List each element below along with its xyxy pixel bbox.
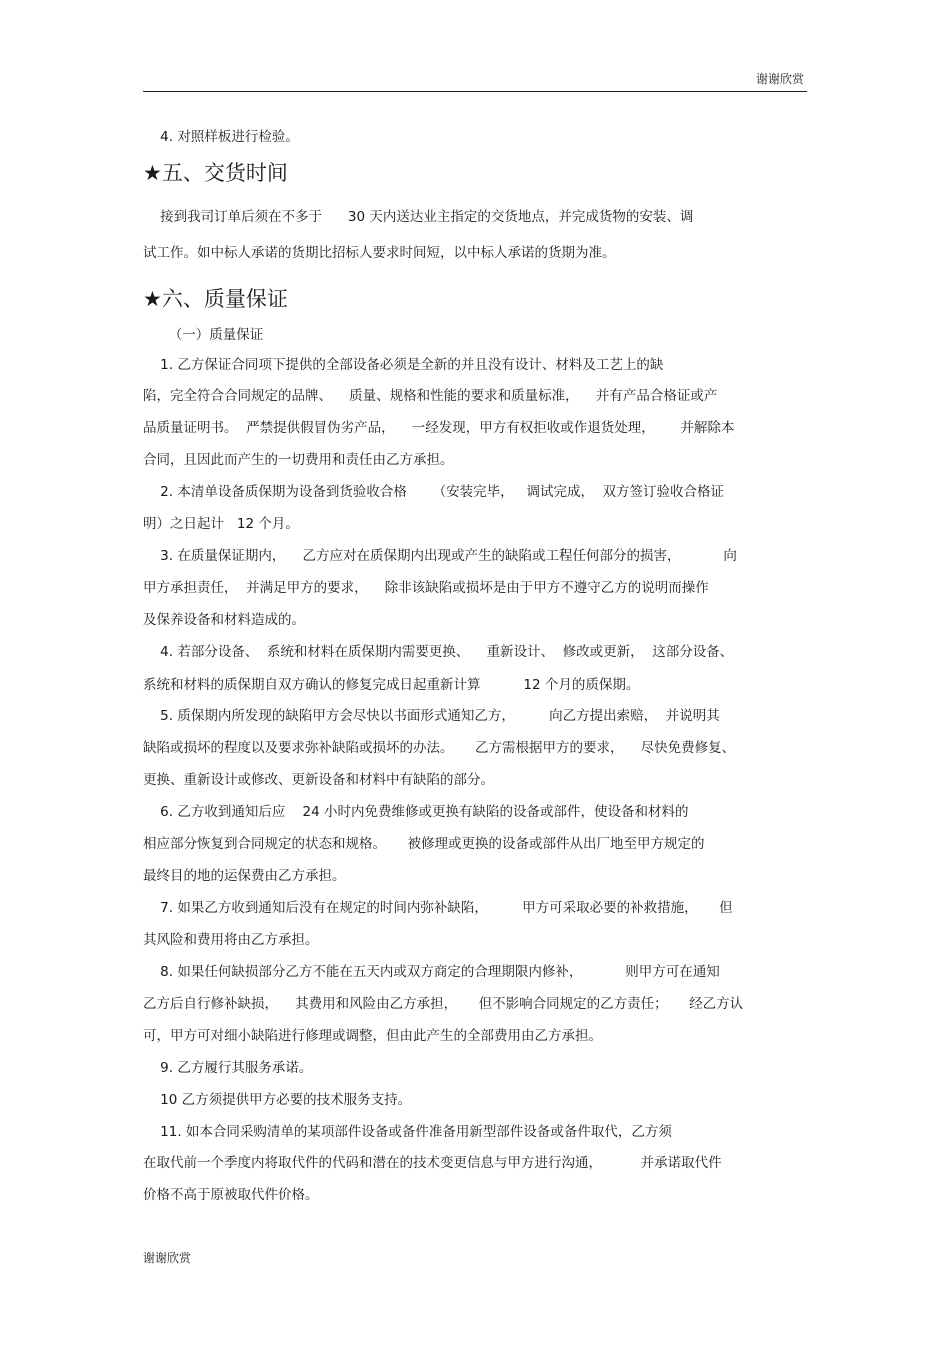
paragraph-line: 合同，且因此而产生的一切费用和责任由乙方承担。 [143, 452, 454, 468]
paragraph-line: 陷，完全符合合同规定的品牌、 质量、规格和性能的要求和质量标准， 并有产品合格证或产 [143, 388, 718, 404]
header-text: 谢谢欣赏 [755, 72, 804, 86]
paragraph-line: 1. 乙方保证合同项下提供的全部设备必须是全新的并且没有设计、材料及工艺上的缺 [143, 357, 664, 373]
paragraph-line: 4. 对照样板进行检验。 [143, 129, 299, 145]
paragraph-line: 3. 在质量保证期内， 乙方应对在质保期内出现或产生的缺陷或工程任何部分的损害， 向 [143, 548, 737, 564]
paragraph-line: 更换、重新设计或修改、更新设备和材料中有缺陷的部分。 [143, 772, 494, 788]
footer-text: 谢谢欣赏 [143, 1251, 192, 1265]
paragraph-line: 可，甲方可对细小缺陷进行修理或调整，但由此产生的全部费用由乙方承担。 [143, 1028, 602, 1044]
paragraph-line: 4. 若部分设备、 系统和材料在质保期内需要更换、 重新设计、 修改或更新， 这部分设备、 [143, 644, 734, 660]
paragraph-line: 乙方后自行修补缺损， 其费用和风险由乙方承担， 但不影响合同规定的乙方责任； 经乙方认 [143, 996, 744, 1012]
paragraph-line: 在取代前一个季度内将取代件的代码和潜在的技术变更信息与甲方进行沟通， 并承诺取代件 [143, 1155, 722, 1171]
paragraph-line: 7. 如果乙方收到通知后没有在规定的时间内弥补缺陷， 甲方可采取必要的补救措施， 但 [143, 900, 733, 916]
paragraph-line: 11. 如本合同采购清单的某项部件设备或备件准备用新型部件设备或备件取代，乙方须 [143, 1124, 672, 1140]
paragraph-line: 试工作。如中标人承诺的货期比招标人要求时间短，以中标人承诺的货期为准。 [143, 245, 616, 261]
paragraph-line: 其风险和费用将由乙方承担。 [143, 932, 319, 948]
paragraph-line: 8. 如果任何缺损部分乙方不能在五天内或双方商定的合理期限内修补， 则甲方可在通知 [143, 964, 720, 980]
paragraph-line: 9. 乙方履行其服务承诺。 [143, 1060, 313, 1076]
paragraph-line: 系统和材料的质保期自双方确认的修复完成日起重新计算 12 个月的质保期。 [143, 677, 640, 693]
paragraph-line: 10 乙方须提供甲方必要的技术服务支持。 [143, 1092, 412, 1108]
paragraph-line: 品质量证明书。 严禁提供假冒伪劣产品， 一经发现，甲方有权拒收或作退货处理， 并解除本 [143, 420, 735, 436]
header-divider [143, 91, 807, 92]
paragraph-line: 价格不高于原被取代件价格。 [143, 1187, 319, 1203]
paragraph-line: 缺陷或损坏的程度以及要求弥补缺陷或损坏的办法。 乙方需根据甲方的要求， 尽快免费修复、 [143, 740, 736, 756]
paragraph-line: 最终目的地的运保费由乙方承担。 [143, 868, 346, 884]
paragraph-line: 接到我司订单后须在不多于 30 天内送达业主指定的交货地点，并完成货物的安装、调 [143, 209, 694, 225]
paragraph-line: 5. 质保期内所发现的缺陷甲方会尽快以书面形式通知乙方， 向乙方提出索赔， 并说明其 [143, 708, 720, 724]
paragraph-line: 明）之日起计 12 个月。 [143, 516, 299, 532]
section-heading-delivery: ★五、交货时间 [143, 161, 288, 185]
section-heading-quality: ★六、质量保证 [143, 287, 288, 311]
paragraph-line: 甲方承担责任， 并满足甲方的要求， 除非该缺陷或损坏是由于甲方不遵守乙方的说明而操作 [143, 580, 709, 596]
paragraph-line: 6. 乙方收到通知后应 24 小时内免费维修或更换有缺陷的设备或部件，使设备和材料的 [143, 804, 689, 820]
paragraph-line: 及保养设备和材料造成的。 [143, 612, 305, 628]
paragraph-line: 相应部分恢复到合同规定的状态和规格。 被修理或更换的设备或部件从出厂地至甲方规定的 [143, 836, 705, 852]
subsection-heading: （一）质量保证 [143, 327, 264, 343]
paragraph-line: 2. 本清单设备质保期为设备到货验收合格 （安装完毕， 调试完成， 双方签订验收合格证 [143, 484, 725, 500]
